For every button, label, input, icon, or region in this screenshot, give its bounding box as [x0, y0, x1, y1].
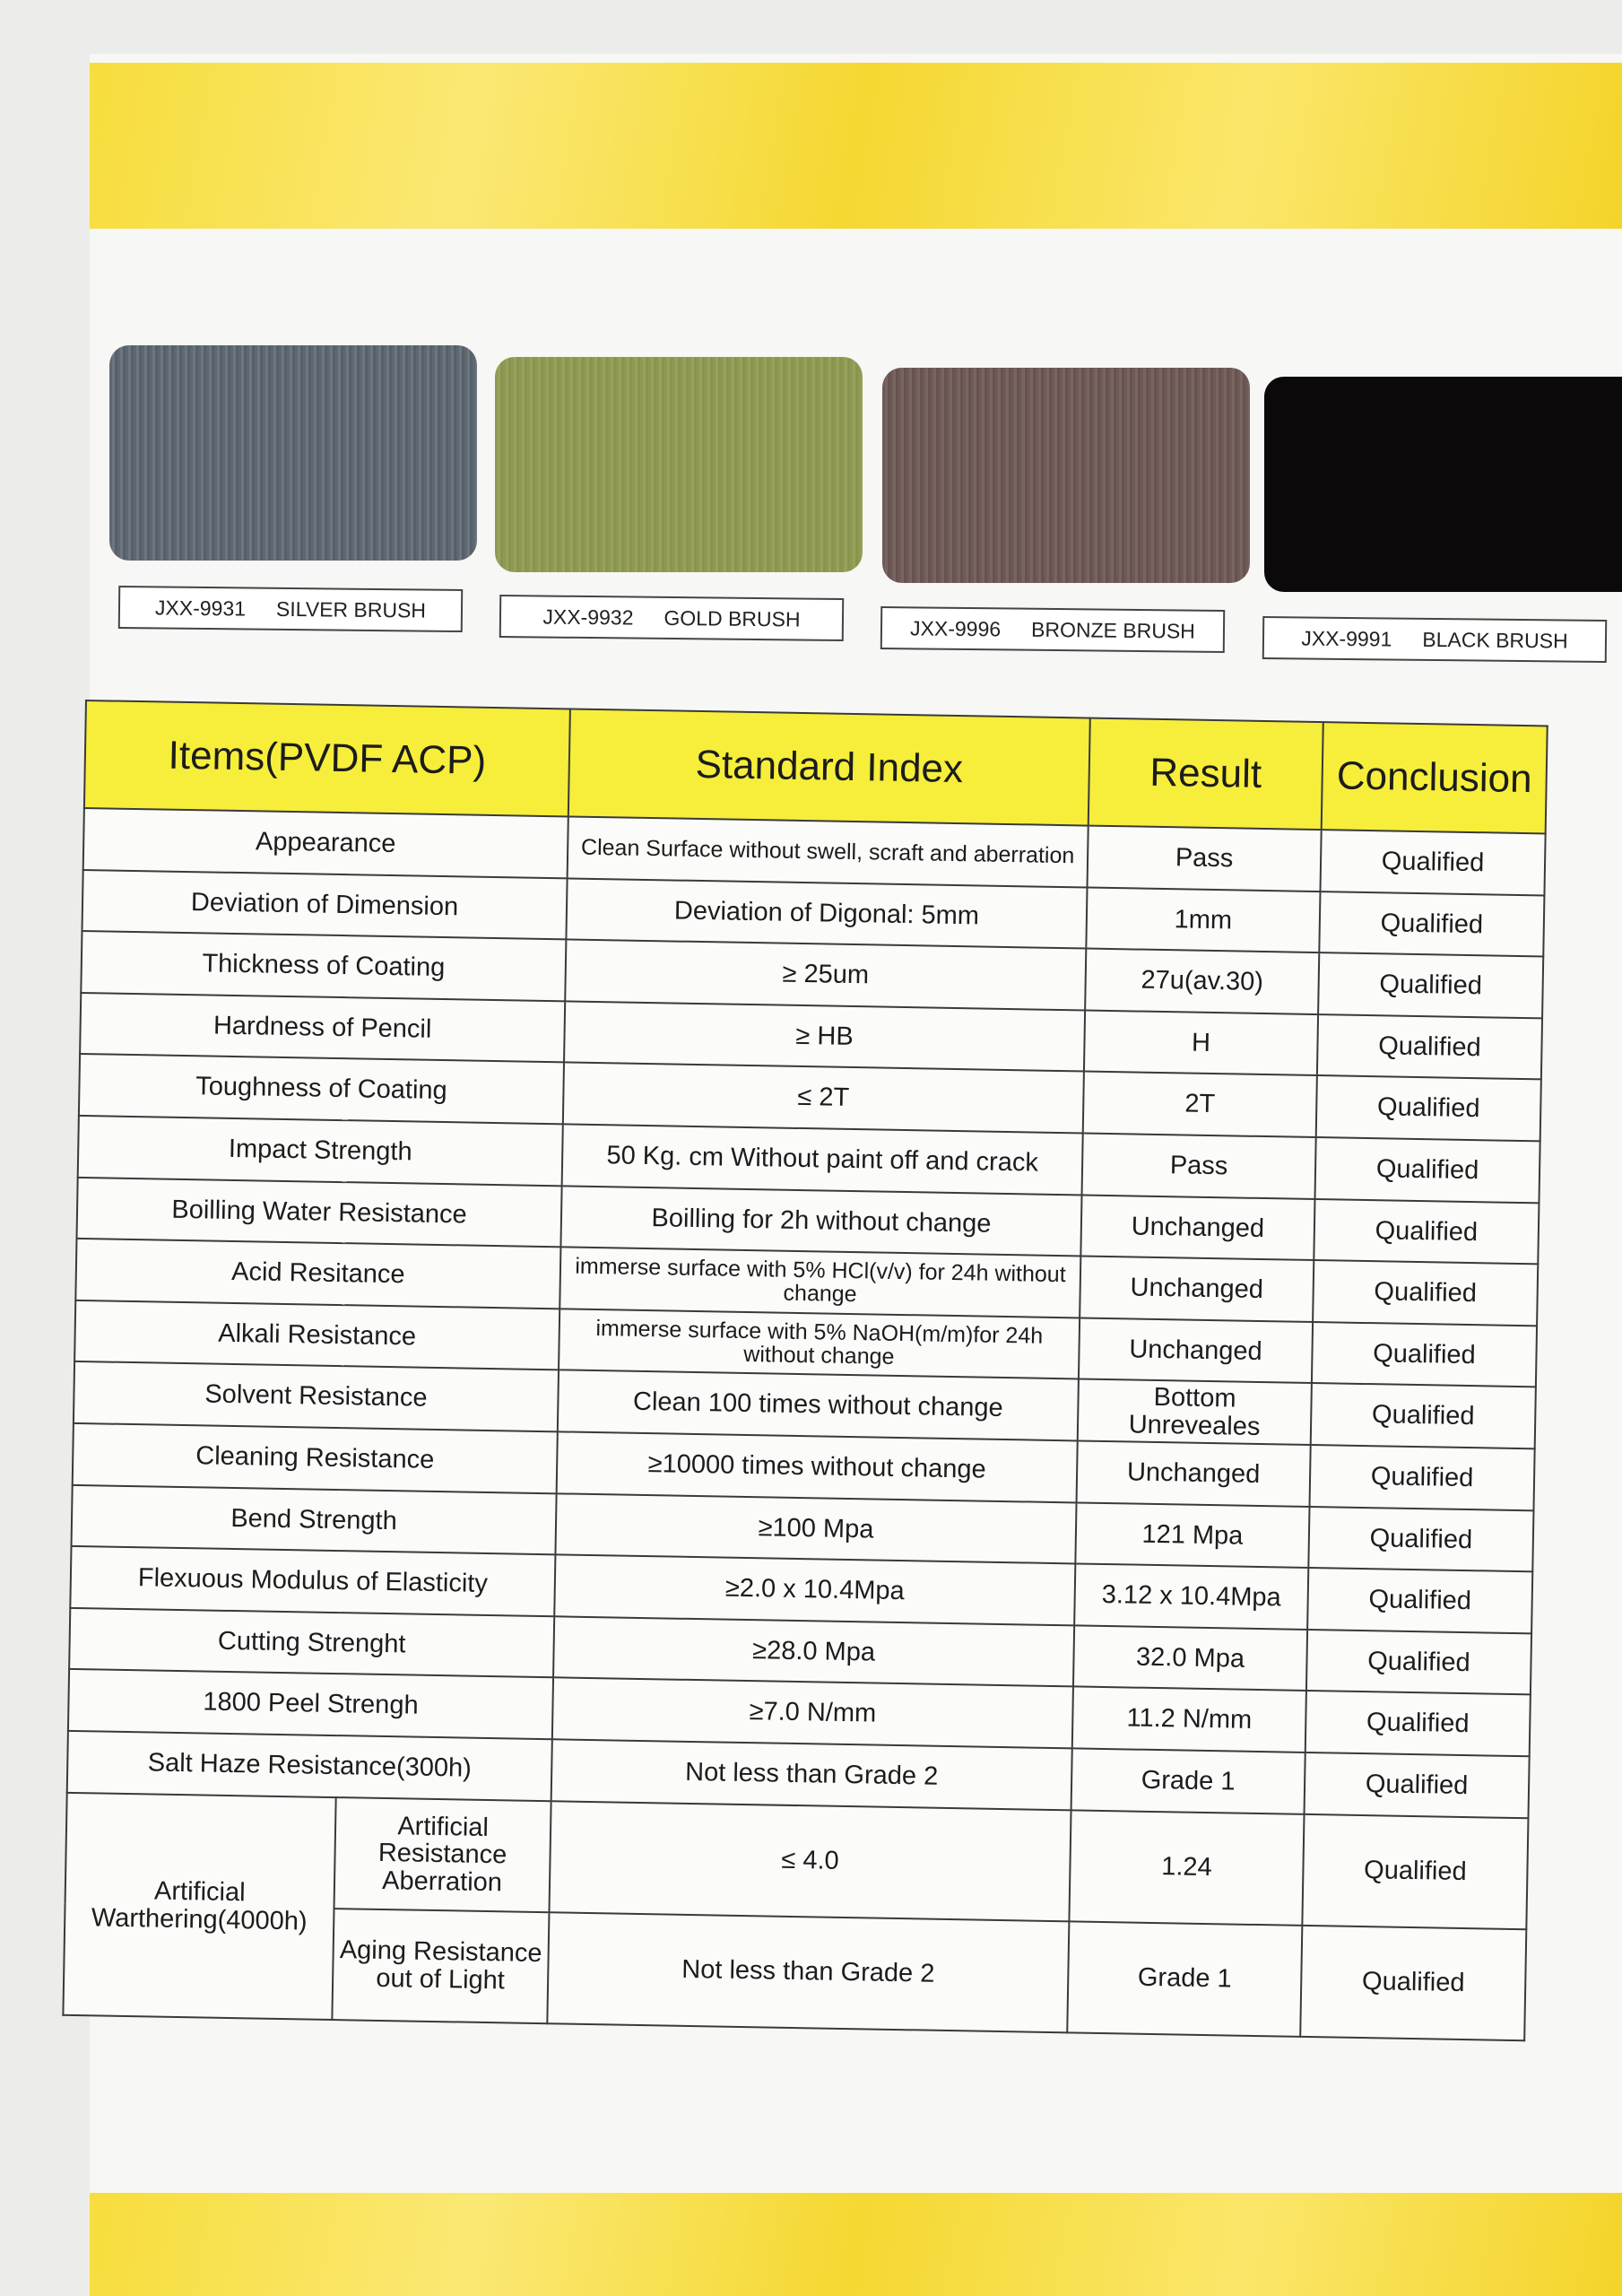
standard-cell: ≤ 2T [563, 1063, 1084, 1134]
item-cell: Deviation of Dimension [82, 870, 567, 940]
header-result: Result [1089, 718, 1323, 831]
swatch-label-bronze [880, 606, 1225, 653]
swatch-gold-brush [495, 357, 863, 572]
conclusion-cell: Qualified [1305, 1691, 1531, 1756]
swatch-code: JXX-9991 [1301, 625, 1392, 651]
result-cell: 1.24 [1069, 1810, 1304, 1926]
result-cell: Unchanged [1080, 1257, 1314, 1322]
result-cell: 1mm [1086, 887, 1320, 952]
standard-cell: Not less than Grade 2 [547, 1912, 1069, 2032]
item-cell: Alkali Resistance [74, 1300, 559, 1370]
result-cell: 27u(av.30) [1085, 949, 1319, 1014]
standard-cell: 50 Kg. cm Without paint off and crack [562, 1124, 1083, 1195]
result-cell: Unchanged [1079, 1318, 1313, 1383]
conclusion-cell: Qualified [1318, 952, 1543, 1018]
item-cell: Cutting Strenght [69, 1608, 554, 1678]
conclusion-cell: Qualified [1311, 1383, 1536, 1448]
standard-cell: immerse surface with 5% HCl(v/v) for 24h without change [559, 1248, 1080, 1318]
conclusion-cell: Qualified [1316, 1075, 1541, 1141]
result-cell: Pass [1088, 826, 1322, 891]
item-cell: Impact Strength [78, 1116, 563, 1186]
result-cell: 11.2 N/mm [1072, 1687, 1306, 1752]
weathering-group-cell: Artificial Warthering(4000h) [63, 1792, 335, 2019]
result-cell: Pass [1082, 1133, 1316, 1198]
standard-cell: Boilling for 2h without change [560, 1186, 1081, 1257]
item-cell: Hardness of Pencil [80, 993, 565, 1063]
standard-cell: ≥ 25um [565, 940, 1086, 1011]
swatch-code: JXX-9932 [542, 604, 634, 630]
item-cell: Boilling Water Resistance [77, 1177, 562, 1247]
sub-item-cell: Artificial Resistance Aberration [334, 1797, 551, 1912]
result-cell: Grade 1 [1067, 1921, 1302, 2037]
item-cell: Bend Strength [72, 1484, 557, 1554]
standard-cell: immerse surface with 5% NaOH(m/m)for 24h without change [559, 1309, 1080, 1379]
swatch-name: SILVER BRUSH [275, 596, 427, 622]
result-cell: 32.0 Mpa [1073, 1625, 1307, 1691]
conclusion-cell: Qualified [1317, 1014, 1542, 1080]
result-cell: H [1084, 1010, 1318, 1075]
standard-cell: Clean 100 times without change [558, 1370, 1079, 1441]
result-cell: Bottom Unreveales [1078, 1379, 1312, 1445]
swatch-black-brush [1264, 377, 1622, 592]
conclusion-cell: Qualified [1312, 1322, 1537, 1387]
swatch-label-silver [118, 586, 463, 632]
swatch-code: JXX-9931 [154, 595, 247, 620]
standard-cell: ≥28.0 Mpa [553, 1616, 1074, 1687]
bottom-yellow-band [90, 2193, 1622, 2296]
sub-item-cell: Aging Resistance out of Light [332, 1909, 549, 2023]
swatch-name: GOLD BRUSH [664, 605, 801, 631]
standard-cell: Deviation of Digonal: 5mm [566, 878, 1087, 949]
standard-cell: ≥7.0 N/mm [552, 1678, 1073, 1749]
standard-cell: ≥2.0 x 10.4Mpa [554, 1554, 1075, 1625]
conclusion-cell: Qualified [1308, 1506, 1533, 1571]
swatch-label-gold [499, 595, 844, 641]
result-cell: 121 Mpa [1075, 1502, 1309, 1568]
swatch-bronze-brush [882, 368, 1250, 583]
result-cell: Unchanged [1080, 1195, 1314, 1260]
item-cell: Solvent Resistance [74, 1361, 559, 1431]
standard-cell: ≥10000 times without change [557, 1431, 1078, 1502]
standard-cell: ≤ 4.0 [549, 1801, 1071, 1921]
conclusion-cell: Qualified [1320, 830, 1545, 895]
item-cell: Flexuous Modulus of Elasticity [70, 1546, 555, 1616]
swatch-name: BLACK BRUSH [1422, 627, 1568, 653]
item-cell: Salt Haze Resistance(300h) [67, 1731, 552, 1801]
swatch-name: BRONZE BRUSH [1030, 617, 1196, 643]
standard-cell: ≥ HB [564, 1001, 1085, 1072]
header-standard-index: Standard Index [568, 709, 1090, 825]
conclusion-cell: Qualified [1306, 1630, 1531, 1695]
item-cell: Toughness of Coating [79, 1054, 564, 1124]
conclusion-cell: Qualified [1307, 1568, 1532, 1633]
result-cell: 3.12 x 10.4Mpa [1074, 1564, 1308, 1630]
conclusion-cell: Qualified [1300, 1925, 1526, 2039]
item-cell: Thickness of Coating [81, 931, 566, 1001]
conclusion-cell: Qualified [1302, 1813, 1528, 1928]
conclusion-cell: Qualified [1310, 1445, 1535, 1510]
pvdf-acp-spec-table [62, 700, 1548, 2041]
swatch-code: JXX-9996 [909, 615, 1002, 640]
conclusion-cell: Qualified [1314, 1199, 1539, 1265]
result-cell: Unchanged [1077, 1440, 1311, 1506]
conclusion-cell: Qualified [1319, 891, 1544, 957]
standard-cell: Not less than Grade 2 [551, 1739, 1072, 1810]
conclusion-cell: Qualified [1314, 1137, 1540, 1203]
standard-cell: Clean Surface without swell, scraft and aberration [568, 816, 1089, 887]
header-conclusion: Conclusion [1322, 722, 1548, 833]
header-items: Items(PVDF ACP) [84, 700, 570, 816]
item-cell: 1800 Peel Strengh [68, 1669, 553, 1739]
item-cell: Appearance [83, 808, 568, 878]
result-cell: 2T [1083, 1072, 1317, 1137]
result-cell: Grade 1 [1071, 1748, 1305, 1813]
standard-cell: ≥100 Mpa [555, 1493, 1076, 1564]
swatch-label-black [1262, 616, 1607, 663]
item-cell: Acid Resitance [75, 1239, 560, 1309]
top-yellow-band [90, 63, 1622, 229]
conclusion-cell: Qualified [1313, 1260, 1538, 1326]
swatch-silver-brush [109, 345, 477, 561]
conclusion-cell: Qualified [1305, 1752, 1530, 1818]
item-cell: Cleaning Resistance [73, 1423, 558, 1493]
